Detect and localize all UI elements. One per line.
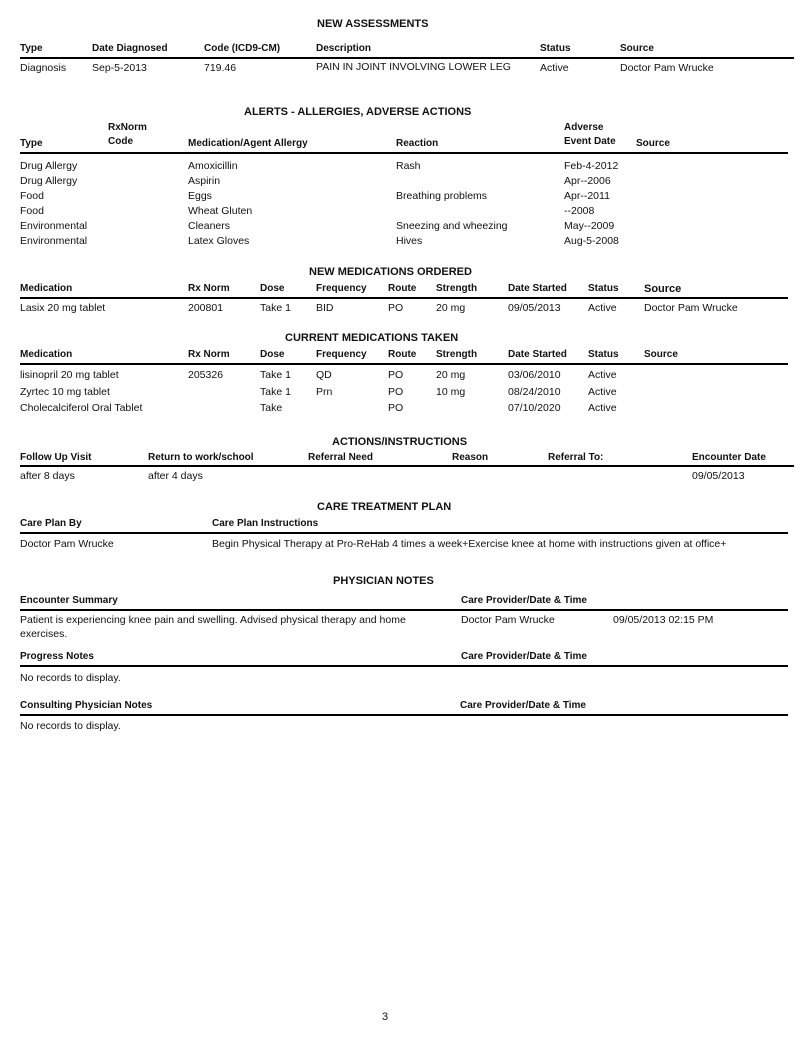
current-med-strength: 20 mg xyxy=(436,369,466,381)
med-row-freq: BID xyxy=(316,302,334,314)
alert-row-reaction: Breathing problems xyxy=(396,190,488,202)
care-plan-instructions: Begin Physical Therapy at Pro-ReHab 4 times a week+Exercise knee at home with instructions given at office+ xyxy=(212,538,727,550)
current-med-dose: Take xyxy=(260,402,283,414)
header-route: Route xyxy=(388,283,417,294)
header-code: Code (ICD9-CM) xyxy=(204,43,281,54)
alert-row-type: Environmental xyxy=(20,220,88,232)
cell-status: Active xyxy=(540,62,569,74)
header-care-provider: Care Provider/Date & Time xyxy=(460,700,586,711)
header-care-plan-instructions: Care Plan Instructions xyxy=(212,518,319,529)
header-progress-notes: Progress Notes xyxy=(20,651,94,662)
divider xyxy=(20,665,788,667)
alert-row-date: Feb-4-2012 xyxy=(564,160,619,172)
current-med-started: 08/24/2010 xyxy=(508,386,561,398)
header-date-started: Date Started xyxy=(508,283,567,294)
divider xyxy=(20,57,794,59)
header-reason: Reason xyxy=(452,452,489,463)
med-row-status: Active xyxy=(588,302,617,314)
header-dose: Dose xyxy=(260,283,285,294)
divider xyxy=(20,465,794,467)
header-dose: Dose xyxy=(260,349,285,360)
cell-code: 719.46 xyxy=(204,62,237,74)
alert-row-reaction: Rash xyxy=(396,160,421,172)
current-med-strength: 10 mg xyxy=(436,386,466,398)
current-med-dose: Take 1 xyxy=(260,369,291,381)
section-title-new-assessments: NEW ASSESSMENTS xyxy=(317,18,429,30)
divider xyxy=(20,714,788,716)
current-med-dose: Take 1 xyxy=(260,386,291,398)
current-med-started: 07/10/2020 xyxy=(508,402,561,414)
header-status: Status xyxy=(588,283,619,294)
section-title-current-medications: CURRENT MEDICATIONS TAKEN xyxy=(285,332,459,344)
header-follow-up: Follow Up Visit xyxy=(20,452,92,463)
alert-row-med: Aspirin xyxy=(188,175,221,187)
alert-row-med: Latex Gloves xyxy=(188,235,250,247)
header-frequency: Frequency xyxy=(316,349,367,360)
alert-row-med: Eggs xyxy=(188,190,212,202)
encounter-summary-text: Patient is experiencing knee pain and swelling. Advised physical therapy and home exercises. xyxy=(20,614,406,640)
current-med-freq: QD xyxy=(316,369,332,381)
alert-row-type: Food xyxy=(20,205,44,217)
med-row-rx: 200801 xyxy=(188,302,224,314)
current-med-status: Active xyxy=(588,386,617,398)
header-source: Source xyxy=(620,43,654,54)
current-med-route: PO xyxy=(388,369,404,381)
alert-row-date: Apr--2006 xyxy=(564,175,611,187)
current-med-freq: Prn xyxy=(316,386,333,398)
current-med-status: Active xyxy=(588,369,617,381)
current-med-route: PO xyxy=(388,402,404,414)
med-row-source: Doctor Pam Wrucke xyxy=(644,302,738,314)
header-rx-norm: Rx Norm xyxy=(188,283,230,294)
header-adverse-1: Adverse xyxy=(564,122,604,133)
alert-row-date: --2008 xyxy=(564,205,595,217)
current-med-name: lisinopril 20 mg tablet xyxy=(20,369,119,381)
header-care-plan-by: Care Plan By xyxy=(20,518,82,529)
med-row-route: PO xyxy=(388,302,404,314)
current-med-name: Cholecalciferol Oral Tablet xyxy=(20,402,143,414)
header-rxnorm-1: RxNorm xyxy=(108,122,147,133)
current-med-started: 03/06/2010 xyxy=(508,369,561,381)
alert-row-med: Amoxicillin xyxy=(188,160,238,172)
alert-row-med: Cleaners xyxy=(188,220,231,232)
header-strength: Strength xyxy=(436,283,478,294)
header-encounter-date: Encounter Date xyxy=(692,452,766,463)
action-encounter-date: 09/05/2013 xyxy=(692,470,745,482)
page-number: 3 xyxy=(382,1011,389,1023)
header-description: Description xyxy=(316,43,372,54)
header-consulting-notes: Consulting Physician Notes xyxy=(20,700,153,711)
action-follow-up: after 8 days xyxy=(20,470,75,482)
cell-type: Diagnosis xyxy=(20,62,67,74)
header-return: Return to work/school xyxy=(148,452,254,463)
header-care-provider: Care Provider/Date & Time xyxy=(461,595,587,606)
header-referral-to: Referral To: xyxy=(548,452,604,463)
header-care-provider: Care Provider/Date & Time xyxy=(461,651,587,662)
current-med-rx: 205326 xyxy=(188,369,224,381)
header-source: Source xyxy=(644,349,678,360)
alert-row-type: Drug Allergy xyxy=(20,160,78,172)
header-encounter-summary: Encounter Summary xyxy=(20,595,118,606)
med-row-strength: 20 mg xyxy=(436,302,466,314)
divider xyxy=(20,363,788,365)
med-row-dose: Take 1 xyxy=(260,302,291,314)
section-title-new-medications: NEW MEDICATIONS ORDERED xyxy=(309,266,472,278)
section-title-actions: ACTIONS/INSTRUCTIONS xyxy=(332,436,468,448)
consulting-notes-text: No records to display. xyxy=(20,720,121,732)
header-date-diagnosed: Date Diagnosed xyxy=(92,43,168,54)
alert-row-date: Apr--2011 xyxy=(564,190,610,202)
divider xyxy=(20,152,788,154)
current-med-name: Zyrtec 10 mg tablet xyxy=(20,386,110,398)
header-frequency: Frequency xyxy=(316,283,367,294)
header-referral-need: Referral Need xyxy=(308,452,374,463)
header-source: Source xyxy=(644,283,682,295)
header-adverse-2: Event Date xyxy=(564,136,616,147)
current-med-status: Active xyxy=(588,402,617,414)
med-row-started: 09/05/2013 xyxy=(508,302,561,314)
alert-row-type: Food xyxy=(20,190,44,202)
header-medication-allergy: Medication/Agent Allergy xyxy=(188,138,308,149)
alert-row-date: Aug-5-2008 xyxy=(564,235,619,247)
med-row-name: Lasix 20 mg tablet xyxy=(20,302,106,314)
progress-notes-text: No records to display. xyxy=(20,672,121,684)
header-route: Route xyxy=(388,349,417,360)
header-rx-norm: Rx Norm xyxy=(188,349,230,360)
section-title-alerts: ALERTS - ALLERGIES, ADVERSE ACTIONS xyxy=(244,106,472,118)
divider xyxy=(20,532,788,534)
header-source: Source xyxy=(636,138,670,149)
header-medication: Medication xyxy=(20,283,73,294)
header-rxnorm-2: Code xyxy=(108,136,133,147)
alert-row-type: Environmental xyxy=(20,235,88,247)
divider xyxy=(20,609,788,611)
section-title-physician-notes: PHYSICIAN NOTES xyxy=(333,575,434,587)
alert-row-reaction: Hives xyxy=(396,235,423,247)
alert-row-reaction: Sneezing and wheezing xyxy=(396,220,508,232)
care-plan-by: Doctor Pam Wrucke xyxy=(20,538,114,550)
cell-description: PAIN IN JOINT INVOLVING LOWER LEG xyxy=(316,61,511,73)
encounter-datetime: 09/05/2013 02:15 PM xyxy=(613,614,714,626)
section-title-care-plan: CARE TREATMENT PLAN xyxy=(317,501,452,513)
divider xyxy=(20,297,788,299)
header-status: Status xyxy=(540,43,571,54)
header-reaction: Reaction xyxy=(396,138,439,149)
cell-date: Sep-5-2013 xyxy=(92,62,147,74)
header-strength: Strength xyxy=(436,349,478,360)
encounter-provider: Doctor Pam Wrucke xyxy=(461,614,555,626)
header-status: Status xyxy=(588,349,619,360)
header-medication: Medication xyxy=(20,349,73,360)
header-type: Type xyxy=(20,43,43,54)
cell-source: Doctor Pam Wrucke xyxy=(620,62,714,74)
header-type: Type xyxy=(20,138,43,149)
alert-row-med: Wheat Gluten xyxy=(188,205,253,217)
action-return: after 4 days xyxy=(148,470,203,482)
current-med-route: PO xyxy=(388,386,404,398)
alert-row-type: Drug Allergy xyxy=(20,175,78,187)
header-date-started: Date Started xyxy=(508,349,567,360)
alert-row-date: May--2009 xyxy=(564,220,615,232)
